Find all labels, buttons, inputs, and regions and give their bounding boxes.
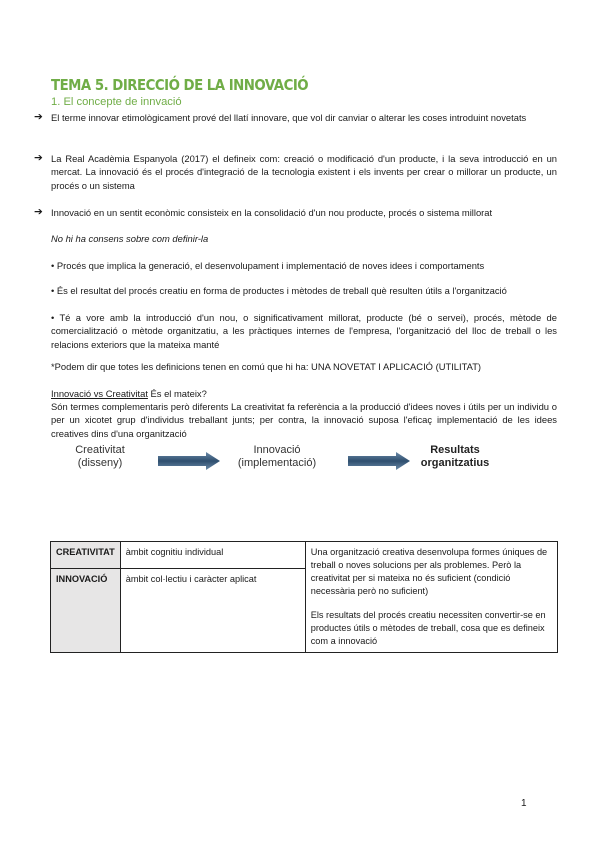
table-head-cell: CREATIVITAT [51, 542, 121, 569]
explanation-para: Els resultats del procés creatiu necessiten convertir-se en productes útils o mètodes de treball, cosa que es defineix com a innovació [310, 610, 546, 646]
diagram-step-resultats [415, 444, 495, 470]
table-desc-cell: àmbit col·lectiu i caràcter aplicat [120, 569, 305, 653]
section-heading: 1. El concepte de innvació [51, 96, 182, 108]
diagram-step-label: Creativitat [75, 444, 125, 456]
common-note: *Podem dir que totes les definicions tenen en comú que hi ha: UNA NOVETAT I APLICACIÓ (UTILITAT) [51, 361, 482, 372]
table-row [51, 542, 558, 569]
diagram-step-sublabel: organitzatius [420, 457, 490, 469]
right-arrow-icon: ➔ [34, 206, 43, 218]
table-desc-cell: àmbit cognitiu individual [120, 542, 305, 569]
definition-item: • Procés que implica la generació, el desenvolupament i implementació de noves idees i comportaments [51, 260, 485, 271]
vs-question: És el mateix? [147, 388, 207, 399]
definition-item: • És el resultat del procés creatiu en forma de productes i mètodes de treball què resulten útils a l'organització [51, 285, 507, 296]
page-number: 1 [521, 798, 527, 809]
process-diagram [60, 440, 500, 500]
diagram-step-sublabel: (disseny) [77, 457, 123, 469]
table-explanation-cell [305, 542, 557, 653]
diagram-step-sublabel: (implementació) [237, 457, 317, 469]
arrow-bullet-item [34, 206, 557, 219]
page-title: TEMA 5. DIRECCIÓ DE LA INNOVACIÓ [51, 76, 309, 94]
definition-item: • Té a vore amb la introducció d'un nou, o significativament millorat, producte (bé o servei), procés, mètode de comercialització o mètode organitzatiu, a les pràctiques internes de l'empresa, l'organització del lloc de treball o les relacions exteriors que la mateixa manté [51, 312, 557, 350]
right-arrow-icon: ➔ [34, 111, 43, 123]
block-arrow-icon [348, 452, 410, 470]
diagram-step-innovacio [232, 444, 322, 470]
arrow-bullet-item [34, 111, 557, 124]
right-arrow-icon: ➔ [34, 152, 43, 164]
table-head-cell: INNOVACIÓ [51, 569, 121, 653]
comparison-table [50, 541, 558, 653]
arrow-bullet-item [34, 152, 557, 192]
diagram-step-creativitat [60, 444, 140, 470]
arrow-bullet-text: La Real Acadèmia Espanyola (2017) el defineix com: creació o modificació d'un producte, i la seva introducció en un mercat. La innovació és el procés d'integració de la tecnologia existent i els invents per crear o millorar un producte, un procés o un sistema [51, 153, 557, 191]
no-consensus-note: No hi ha consens sobre com definir-la [51, 233, 209, 244]
diagram-step-label: Resultats [430, 444, 480, 456]
arrow-bullet-text: Innovació en un sentit econòmic consisteix en la consolidació d'un nou producte, procés o sistema millorat [51, 207, 493, 218]
vs-heading [51, 387, 557, 400]
diagram-step-label: Innovació [253, 444, 301, 456]
block-arrow-icon [158, 452, 220, 470]
explanation-para: Una organització creativa desenvolupa formes úniques de treball o noves solucions per als problemes. Però la creativitat per si mateixa no és suficient (condició necessària però no suficient) [310, 547, 548, 596]
vs-title: Innovació vs Creativitat [51, 388, 148, 399]
vs-paragraph: Són termes complementaris però diferents La creativitat fa referència a la producció d'idees noves i útils per un individu o per un xicotet grup d'individus treballant junts; per contra, la innovació suposa l'eficaç implementació de les idees creatives dins d'una organització [51, 401, 557, 439]
arrow-bullet-text: El terme innovar etimològicament prové del llatí innovare, que vol dir canviar o alterar les coses introduint novetats [51, 112, 527, 123]
